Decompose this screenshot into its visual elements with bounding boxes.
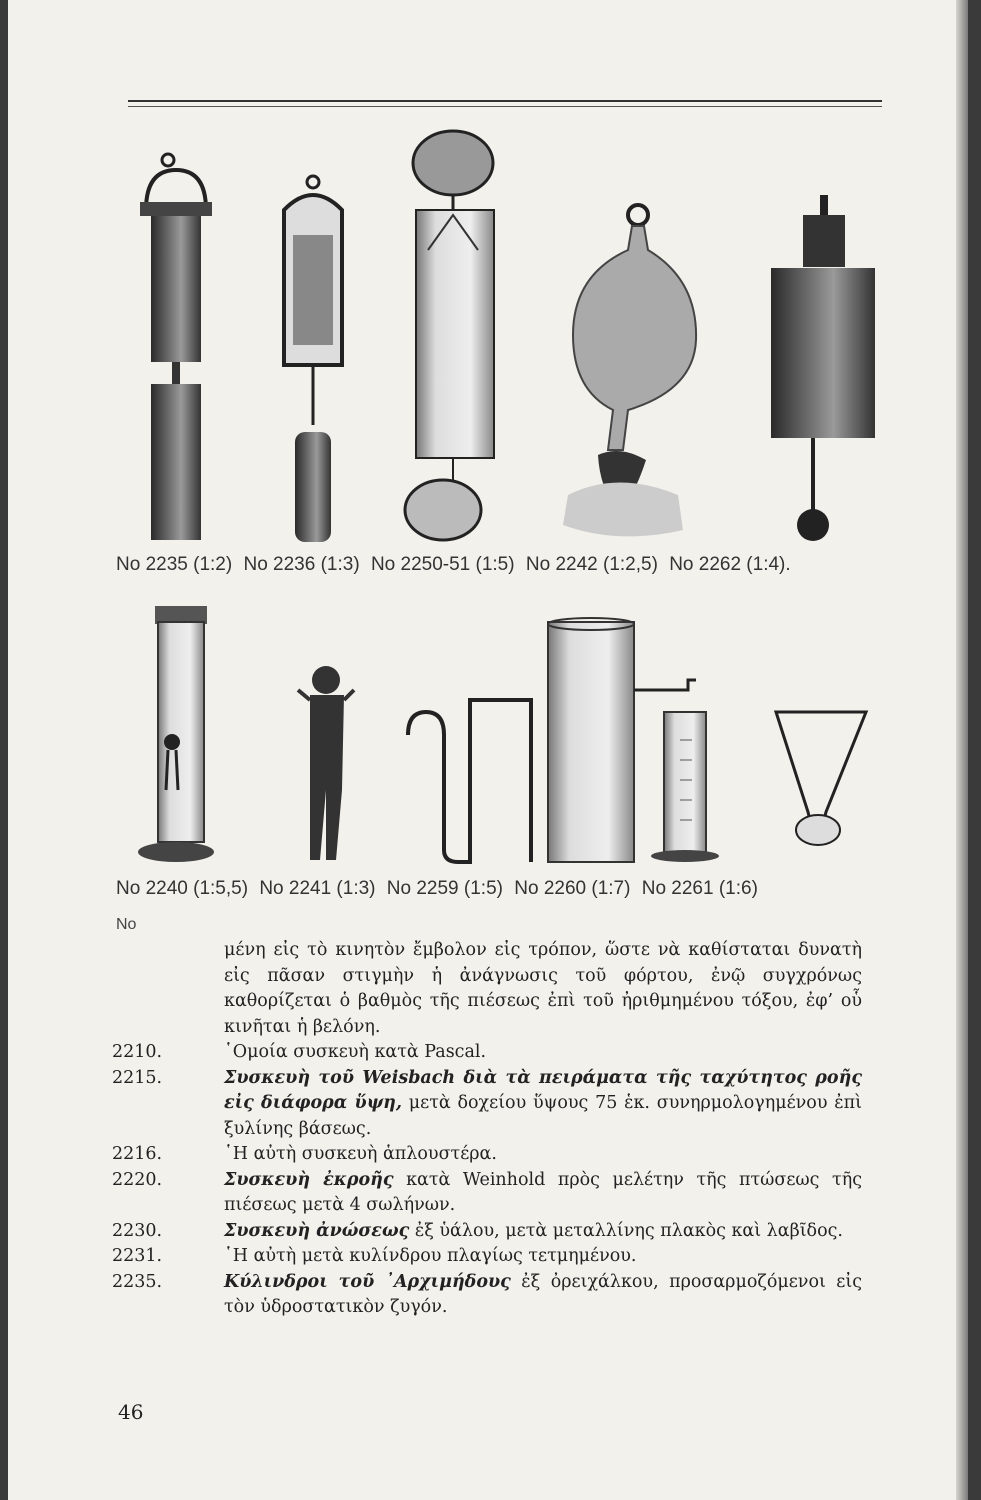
figure-2260-vessel	[548, 618, 719, 862]
entry-2231: 2231. ῾Η αὐτὴ μετὰ κυλίνδρου πλαγίως τετμημένου.	[112, 1246, 637, 1266]
entry-2216: 2216. ῾Η αὐτὴ συσκευὴ ἁπλουστέρα.	[112, 1144, 497, 1164]
figure-2242-flask	[563, 205, 696, 536]
entry-continuation: μένη εἰς τὸ κινητὸν ἔμβολον εἰς τρόπον, ὥστε νὰ καθίσταται δυνατὴ εἰς πᾶσαν στιγμὴν ἡ ἀνάγνωσις τοῦ φόρτου, ἐνῷ συγχρόνως καθορίζεται ὁ βαθμὸς τῆς πιέσεως ἐπὶ τοῦ ἠριθμημένου τόξου, ἐφ’ οὗ κινῆται ἡ βελόνη.	[224, 940, 862, 1037]
figure-2235-cylinders	[140, 154, 212, 540]
entry-2215: 2215. Συσκευὴ τοῦ Weisbach διὰ τὰ πειράματα τῆς ταχύτητος ροῆς εἰς διάφορα ὕψη, μετὰ δοχείου ὕψους 75 ἑκ. συνηρμολογημένου ἐπὶ ξυλίνης βάσεως.	[112, 1067, 862, 1139]
figure-2236-balance	[284, 176, 342, 542]
caption-2236: No 2236 (1:3)	[243, 554, 360, 575]
catalog-entries	[112, 938, 862, 1321]
no-column-label: No	[116, 916, 137, 933]
figure-2259-tube	[408, 700, 531, 862]
caption-row-2	[116, 878, 876, 900]
caption-2235: No 2235 (1:2)	[116, 554, 233, 575]
entry-2220: 2220. Συσκευὴ ἐκροῆς κατὰ Weinhold πρὸς μελέτην τῆς πτώσεως τῆς πιέσεως μετὰ 4 σωλήνων.	[112, 1169, 862, 1215]
caption-2261: No 2261 (1:6)	[641, 878, 758, 899]
figure-2240-tube	[138, 606, 214, 862]
page-number: 46	[118, 1400, 144, 1424]
caption-2242: No 2242 (1:2,5)	[525, 554, 658, 575]
caption-2262: No 2262 (1:4).	[669, 554, 791, 575]
figure-2250-cylinder	[405, 131, 494, 540]
figure-2241-diver	[298, 666, 354, 860]
catalog-page	[8, 0, 968, 1500]
entry-2210: 2210. ῾Ομοία συσκευὴ κατὰ Pascal.	[112, 1042, 487, 1062]
entry-2230: 2230. Συσκευὴ ἀνώσεως ἐξ ὑάλου, μετὰ μεταλλίνης πλακὸς καὶ λαβῖδος.	[112, 1220, 843, 1241]
caption-2260: No 2260 (1:7)	[514, 878, 631, 899]
caption-2240: No 2240 (1:5,5)	[116, 878, 249, 899]
illustrations	[8, 0, 968, 900]
caption-row-1	[116, 554, 876, 576]
caption-2250: No 2250-51 (1:5)	[370, 554, 515, 575]
caption-2241: No 2241 (1:3)	[259, 878, 376, 899]
caption-2259: No 2259 (1:5)	[386, 878, 503, 899]
figure-2261-funnel	[776, 712, 866, 845]
entry-2235: 2235. Κύλινδροι τοῦ ᾿Αρχιμήδους ἐξ ὀρειχάλκου, προσαρμοζόμενοι εἰς τὸν ὑδροστατικὸν ζυγόν.	[112, 1271, 863, 1317]
figure-2262-weight	[771, 195, 875, 541]
